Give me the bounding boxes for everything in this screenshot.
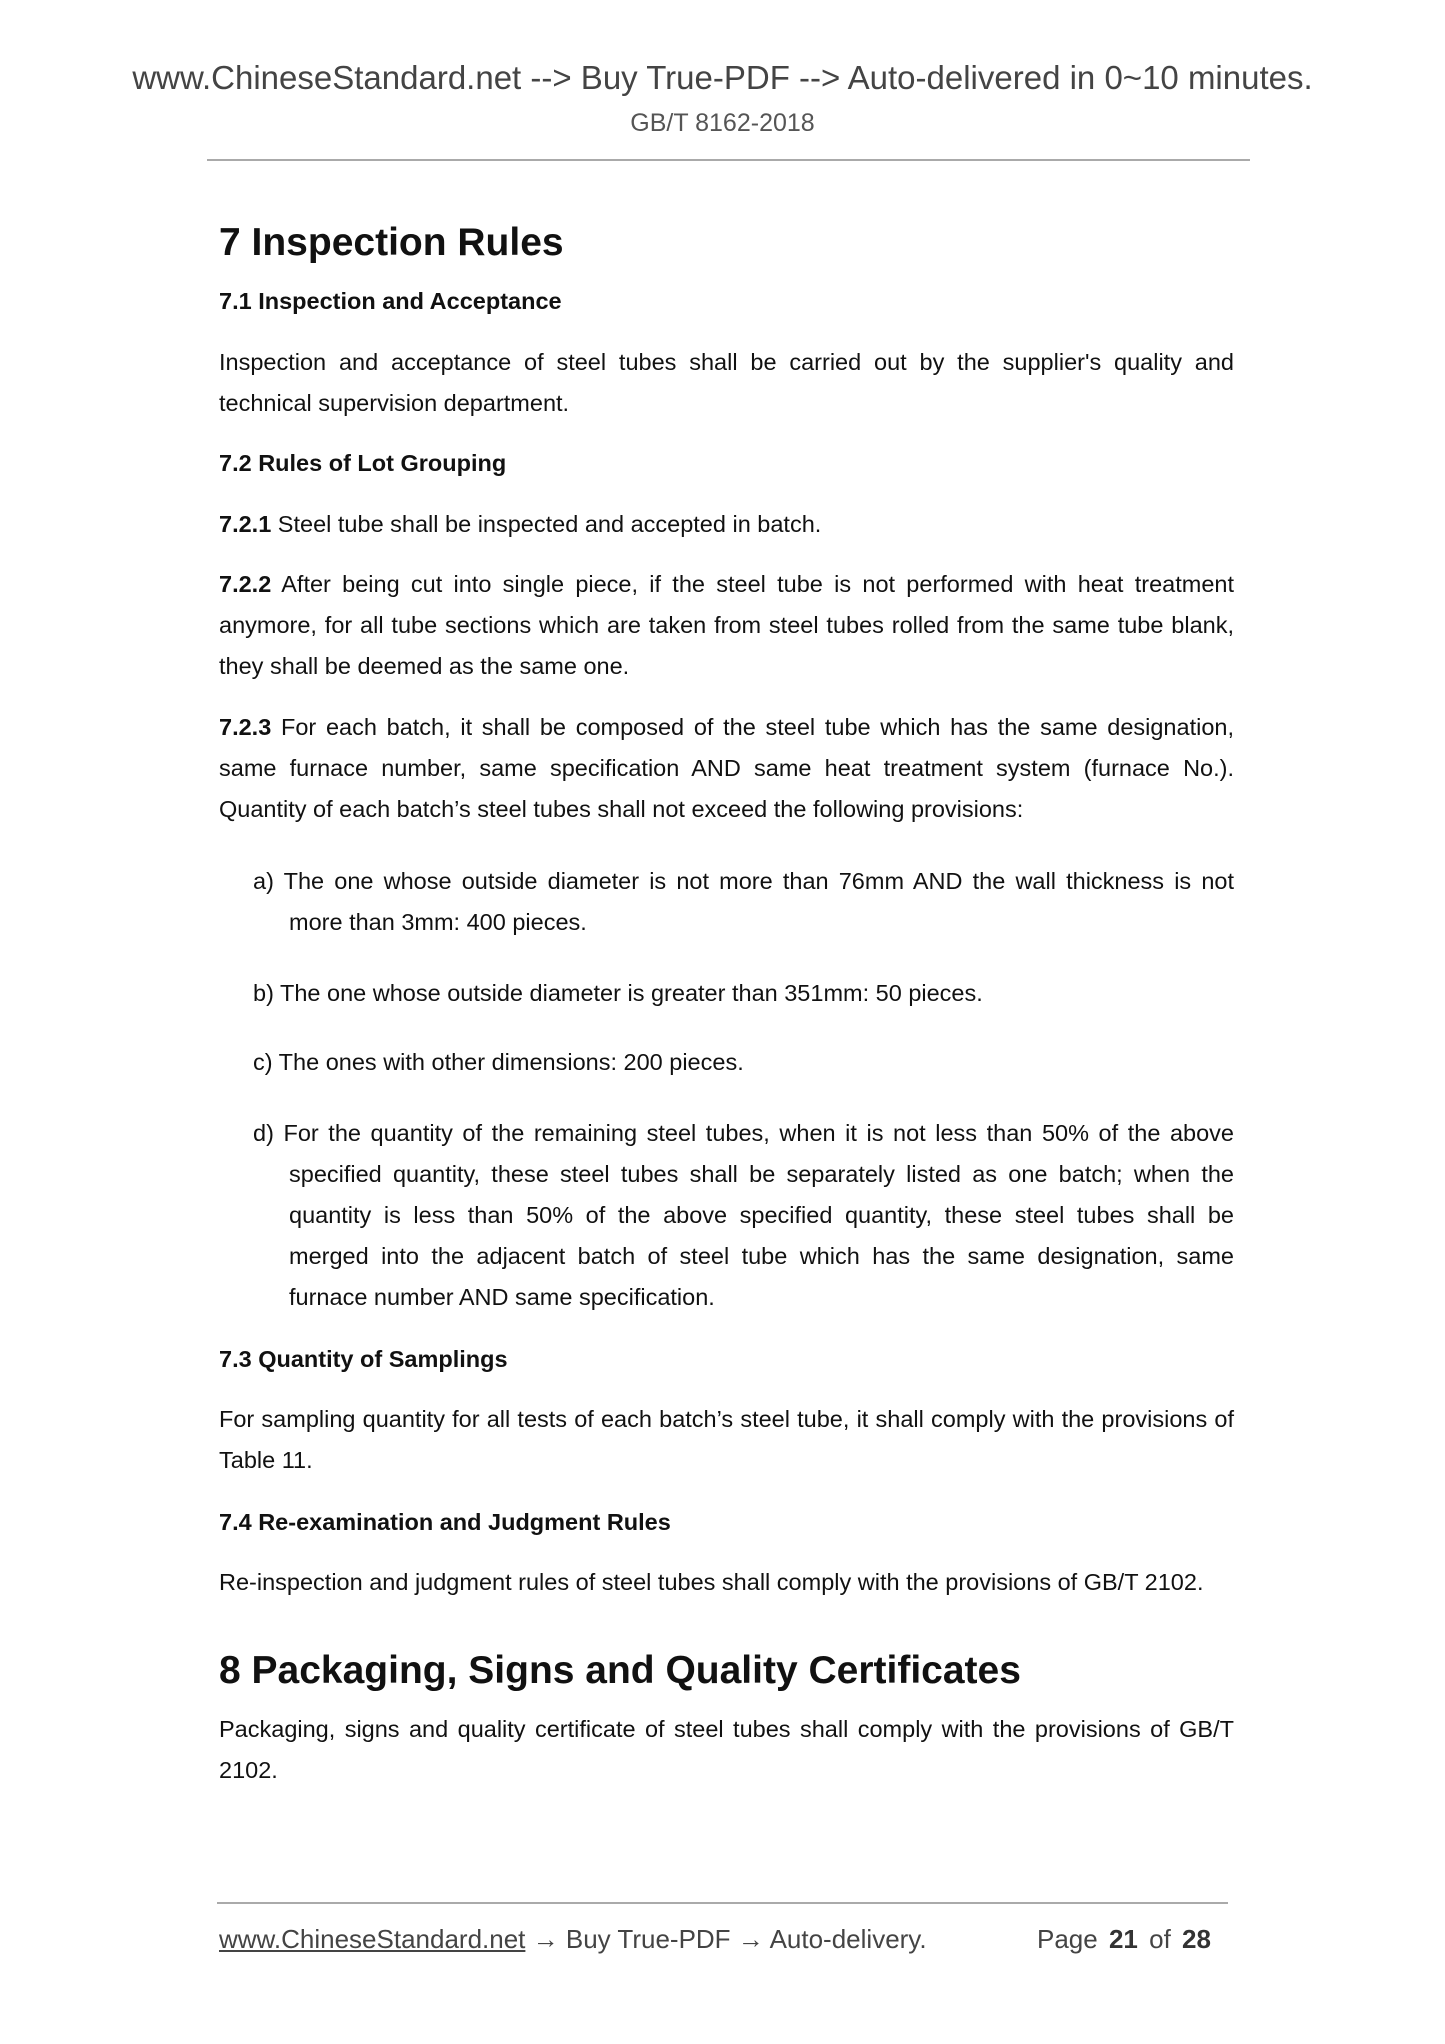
footer-tail: → Buy True-PDF → Auto-delivery. [525, 1924, 927, 1954]
section-7-4-text: Re-inspection and judgment rules of steel tubes shall comply with the provisions of GB/T 2102. [219, 1569, 1204, 1595]
clause-number: 7.2.3 [219, 714, 272, 740]
section-8-text: Packaging, signs and quality certificate of steel tubes shall comply with the provisions of GB/T 2102. [219, 1716, 1234, 1783]
clause-text: After being cut into single piece, if the steel tube is not performed with heat treatment anymore, for all tube sections which are taken from steel tubes rolled from the same tube blank, they shall be deemed as the same one. [219, 571, 1234, 679]
section-7-title: 7 Inspection Rules [219, 221, 564, 264]
clause-number: 7.2.1 [219, 511, 272, 537]
clause-7-2-3 [219, 707, 1234, 830]
section-7-3-text: For sampling quantity for all tests of each batch’s steel tube, it shall comply with the provisions of Table 11. [219, 1406, 1234, 1473]
section-7-1-title: 7.1 Inspection and Acceptance [219, 288, 562, 314]
section-8-title: 8 Packaging, Signs and Quality Certificates [219, 1649, 1021, 1692]
section-7-2-title: 7.2 Rules of Lot Grouping [219, 450, 507, 476]
page-total: 28 [1182, 1924, 1211, 1954]
footer-promo [219, 1921, 927, 1957]
clause-number: 7.2.2 [219, 571, 272, 597]
clause-7-2-2 [219, 564, 1234, 687]
document-id: GB/T 8162-2018 [630, 109, 815, 137]
of-label: of [1149, 1924, 1171, 1954]
list-item-b: b) The one whose outside diameter is greater than 351mm: 50 pieces. [253, 980, 983, 1006]
clause-7-2-1 [219, 504, 1234, 545]
clause-text: Steel tube shall be inspected and accepted in batch. [271, 511, 822, 537]
page-indicator [1037, 1921, 1211, 1957]
section-7-1-text: Inspection and acceptance of steel tubes shall be carried out by the supplier's quality and technical supervision department. [219, 349, 1234, 416]
footer-divider [217, 1902, 1228, 1904]
header-divider [207, 159, 1250, 161]
page-number: 21 [1108, 1924, 1138, 1954]
section-7-4-title: 7.4 Re-examination and Judgment Rules [219, 1509, 671, 1535]
section-7-3-title: 7.3 Quantity of Samplings [219, 1346, 508, 1372]
footer-link[interactable]: www.ChineseStandard.net [219, 1924, 526, 1954]
list-item-a: a) The one whose outside diameter is not more than 76mm AND the wall thickness is not more than 3mm: 400 pieces. [253, 868, 1234, 935]
clause-text: For each batch, it shall be composed of the steel tube which has the same designation, same furnace number, same specification AND same heat treatment system (furnace No.). Quantity of each batch’s steel tubes shall not exceed the following provisions: [219, 714, 1234, 822]
page-label: Page [1037, 1924, 1098, 1954]
list-item-d: d) For the quantity of the remaining steel tubes, when it is not less than 50% of the above specified quantity, these steel tubes shall be separately listed as one batch; when the quantity is less than 50% of the above specified quantity, these steel tubes shall be merged into the adjacent batch of steel tube which has the same designation, same furnace number AND same specification. [253, 1120, 1234, 1310]
header-banner: www.ChineseStandard.net --> Buy True-PDF --> Auto-delivered in 0~10 minutes. [132, 59, 1313, 96]
list-item-c: c) The ones with other dimensions: 200 pieces. [253, 1049, 744, 1075]
